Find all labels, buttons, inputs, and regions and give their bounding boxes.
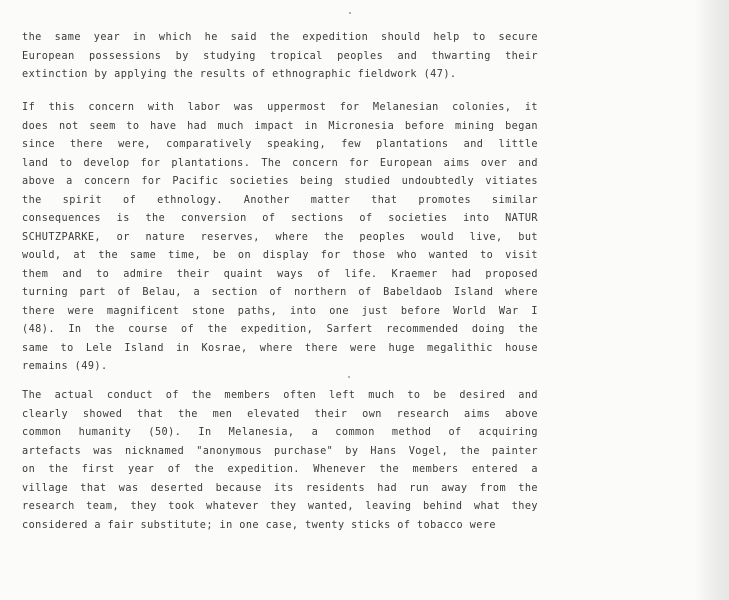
text-line: above a concern for Pacific societies being studied undoubtedly vitiates	[22, 176, 538, 187]
text-line: (48). In the course of the expedition, Sarfert recommended doing the	[22, 324, 538, 335]
text-line: extinction by applying the results of ethnographic fieldwork (47).	[22, 69, 457, 80]
text-line: turning part of Belau, a section of northern of Babeldaob Island where	[22, 287, 538, 298]
text-line: common humanity (50). In Melanesia, a common method of acquiring	[22, 427, 538, 438]
paragraph-2	[22, 99, 538, 377]
page-edge-shadow	[695, 0, 729, 600]
text-line: them and to admire their quaint ways of life. Kraemer had proposed	[22, 268, 538, 280]
text-line: remains (49).	[22, 361, 108, 372]
text-line: artefacts was nicknamed "anonymous purchase" by Hans Vogel, the painter	[22, 445, 538, 457]
text-line: consequences is the conversion of sections of societies into NATUR	[22, 213, 538, 224]
text-line: village that was deserted because its residents had run away from the	[22, 482, 538, 494]
text-line: research team, they took whatever they wanted, leaving behind what they	[22, 501, 538, 512]
text-line: SCHUTZPARKE, or nature reserves, where the peoples would live, but	[22, 231, 538, 243]
text-line: land to develop for plantations. The concern for European aims over and	[22, 157, 538, 169]
text-line: would, at the same time, be on display for those who wanted to visit	[22, 250, 538, 261]
text-line: European possessions by studying tropical peoples and thwarting their	[22, 50, 538, 62]
text-line: on the first year of the expedition. Whenever the members entered a	[22, 464, 538, 475]
text-line: The actual conduct of the members often left much to be desired and	[22, 390, 538, 401]
text-line: the spirit of ethnology. Another matter that promotes similar	[22, 194, 538, 206]
text-line: same to Lele Island in Kosrae, where there were huge megalithic house	[22, 342, 538, 354]
text-line: considered a fair substitute; in one case, twenty sticks of tobacco were	[22, 519, 497, 531]
paragraph-3	[22, 387, 538, 535]
text-line: clearly showed that the men elevated their own research aims above	[22, 408, 538, 420]
text-line: since there were, comparatively speaking, few plantations and little	[22, 139, 538, 150]
text-line: If this concern with labor was uppermost for Melanesian colonies, it	[22, 102, 538, 113]
scan-speck	[349, 12, 351, 14]
text-line: there were magnificent stone paths, into one just before World War I	[22, 305, 538, 317]
paragraph-1	[22, 29, 538, 85]
text-line: the same year in which he said the expedition should help to secure	[22, 32, 538, 43]
text-line: does not seem to have had much impact in Micronesia before mining began	[22, 120, 538, 132]
